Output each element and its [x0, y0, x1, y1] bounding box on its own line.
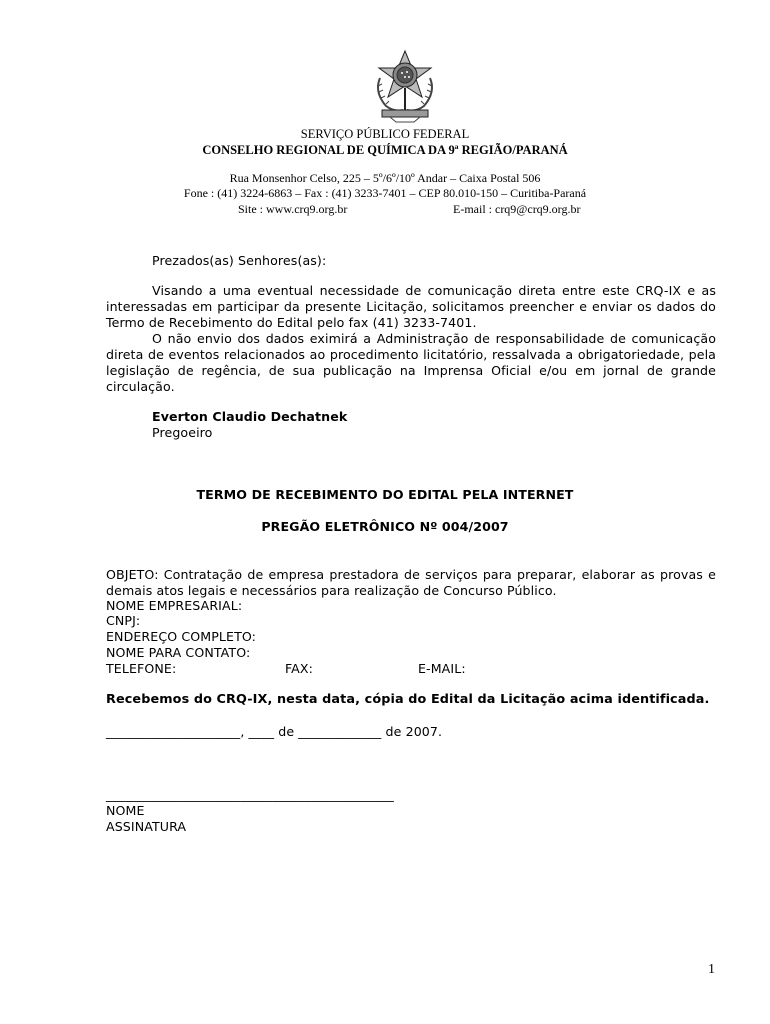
header-email: E-mail : crq9@crq9.org.br	[453, 202, 581, 216]
field-cnpj: CNPJ:	[106, 613, 141, 628]
form-objeto: OBJETO: Contratação de empresa prestadora de serviços para preparar, elaborar as provas e demais atos legais e necessários para realização de Concurso Público.	[106, 567, 716, 598]
signature-line: _____________________________________________	[106, 787, 394, 802]
signer-role: Pregoeiro	[152, 425, 213, 440]
nome-label: NOME	[106, 803, 145, 818]
form-subtitle: PREGÃO ELETRÔNICO Nº 004/2007	[261, 519, 509, 534]
signer-name: Everton Claudio Dechatnek	[152, 409, 348, 424]
field-fax: FAX:	[285, 661, 313, 676]
header-line-service: SERVIÇO PÚBLICO FEDERAL	[300, 127, 470, 141]
header-address: Rua Monsenhor Celso, 225 – 5º/6º/10º Andar – Caixa Postal 506	[229, 171, 541, 185]
header-site: Site : www.crq9.org.br	[238, 202, 348, 216]
paragraph-non-submission: O não envio dos dados eximirá a Administração de responsabilidade de comunicação direta de eventos relacionados ao procedimento licitatório, ressalvada a obrigatoriedade, pela legislação de regência, de sua publicação na Imprensa Oficial e/ou em jornal de grande circulação.	[106, 331, 716, 394]
date-line: _____________________, ____ de _____________ de 2007.	[106, 724, 443, 739]
field-email: E-MAIL:	[418, 661, 466, 676]
header-phones: Fone : (41) 3224-6863 – Fax : (41) 3233-7401 – CEP 80.010-150 – Curitiba-Paraná	[183, 186, 587, 200]
greeting: Prezados(as) Senhores(as):	[152, 253, 327, 268]
brazil-coat-of-arms-icon	[370, 48, 440, 124]
field-nome-empresarial: NOME EMPRESARIAL:	[106, 598, 243, 613]
paragraph-communication: Visando a uma eventual necessidade de comunicação direta entre este CRQ-IX e as interessadas em participar da presente Licitação, solicitamos preencher e enviar os dados do Termo de Recebimento do Edital pelo fax (41) 3233-7401.	[106, 283, 716, 330]
field-telefone: TELEFONE:	[106, 661, 177, 676]
assinatura-label: ASSINATURA	[106, 819, 187, 834]
page-number: 1	[708, 962, 715, 977]
receipt-statement: Recebemos do CRQ-IX, nesta data, cópia do Edital da Licitação acima identificada.	[106, 692, 710, 707]
field-endereco: ENDEREÇO COMPLETO:	[106, 629, 257, 644]
field-nome-contato: NOME PARA CONTATO:	[106, 645, 251, 660]
form-title: TERMO DE RECEBIMENTO DO EDITAL PELA INTERNET	[196, 487, 574, 502]
header-line-council: CONSELHO REGIONAL DE QUÍMICA DA 9ª REGIÃO/PARANÁ	[202, 143, 568, 157]
